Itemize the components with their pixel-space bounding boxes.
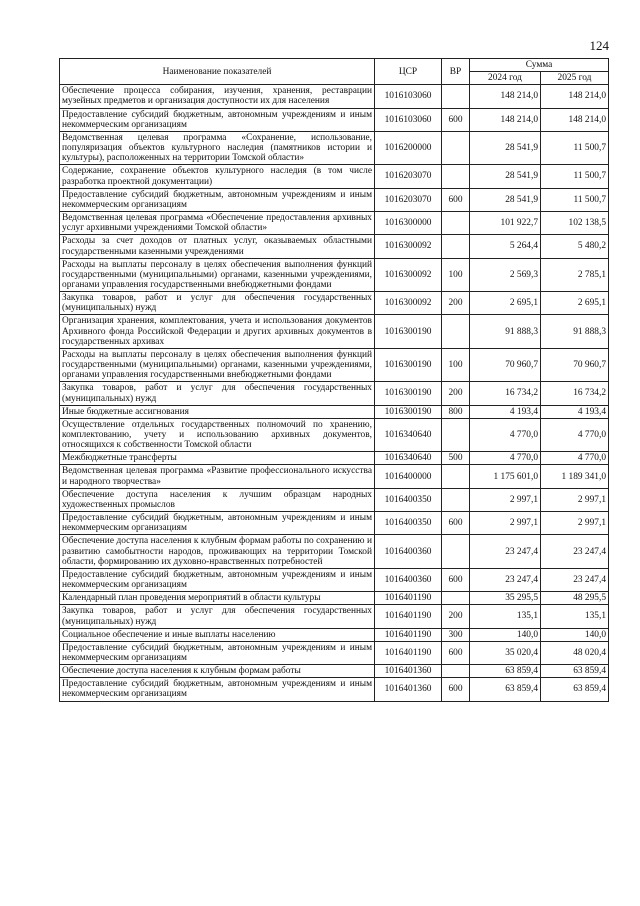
row-name-cell: Закупка товаров, работ и услуг для обеспечения государственных (муниципальных) нужд [60,605,375,628]
row-vr-cell: 300 [442,628,470,641]
row-csr-cell: 1016203070 [375,165,442,188]
row-amount-2025-cell: 48 020,4 [541,641,609,664]
row-amount-2024-cell: 4 770,0 [470,418,541,451]
table-row [60,108,609,131]
row-csr-cell: 1016203070 [375,188,442,211]
row-amount-2024-cell: 5 264,4 [470,235,541,258]
row-csr-cell: 1016401190 [375,592,442,605]
row-name-cell: Расходы за счет доходов от платных услуг, оказываемых областными государственными казенными учреждениями [60,235,375,258]
row-csr-cell: 1016300092 [375,235,442,258]
row-name-cell: Межбюджетные трансферты [60,452,375,465]
row-amount-2024-cell: 23 247,4 [470,568,541,591]
row-amount-2025-cell: 140,0 [541,628,609,641]
row-vr-cell: 600 [442,678,470,701]
table-row [60,212,609,235]
row-csr-cell: 1016400360 [375,568,442,591]
row-vr-cell: 100 [442,258,470,291]
table-row [60,465,609,488]
table-row [60,131,609,164]
row-amount-2025-cell: 23 247,4 [541,568,609,591]
table-row [60,665,609,678]
row-amount-2024-cell: 140,0 [470,628,541,641]
row-vr-cell [442,665,470,678]
row-amount-2025-cell: 4 770,0 [541,452,609,465]
header-name: Наименование показателей [60,59,375,85]
row-vr-cell: 600 [442,641,470,664]
table-row [60,165,609,188]
row-csr-cell: 1016401190 [375,641,442,664]
row-vr-cell [442,85,470,108]
row-amount-2024-cell: 4 770,0 [470,452,541,465]
row-name-cell: Содержание, сохранение объектов культурного наследия (в том числе разработка проектной документации) [60,165,375,188]
table-header [60,59,609,85]
row-vr-cell [442,131,470,164]
row-name-cell: Обеспечение доступа населения к клубным формам работы по сохранению и развитию самобытности народов, проживающих на территории Томской области, формированию их духовно-нравственных потребностей [60,535,375,568]
header-vr: ВР [442,59,470,85]
row-csr-cell: 1016300190 [375,405,442,418]
row-amount-2024-cell: 101 922,7 [470,212,541,235]
row-vr-cell [442,592,470,605]
row-name-cell: Обеспечение доступа населения к лучшим образцам народных художественных промыслов [60,488,375,511]
table-row [60,488,609,511]
row-amount-2024-cell: 2 695,1 [470,292,541,315]
row-amount-2024-cell: 28 541,9 [470,131,541,164]
row-name-cell: Предоставление субсидий бюджетным, автономным учреждениям и иным некоммерческим организациям [60,512,375,535]
row-amount-2024-cell: 70 960,7 [470,348,541,381]
row-amount-2025-cell: 16 734,2 [541,382,609,405]
row-amount-2025-cell: 11 500,7 [541,131,609,164]
row-vr-cell: 600 [442,568,470,591]
row-amount-2025-cell: 70 960,7 [541,348,609,381]
row-vr-cell: 500 [442,452,470,465]
row-csr-cell: 1016401190 [375,628,442,641]
row-vr-cell: 200 [442,292,470,315]
row-amount-2024-cell: 35 020,4 [470,641,541,664]
row-name-cell: Ведомственная целевая программа «Сохранение, использование, популяризация объектов культурного наследия (памятников истории и культуры), расположенных на территории Томской области» [60,131,375,164]
row-name-cell: Расходы на выплаты персоналу в целях обеспечения выполнения функций государственными (муниципальными) органами, казенными учреждениями, органами управления государственными внебюджетными фондами [60,258,375,291]
row-vr-cell: 800 [442,405,470,418]
row-name-cell: Осуществление отдельных государственных полномочий по хранению, комплектованию, учету и использованию архивных документов, относящихся к собственности Томской области [60,418,375,451]
row-csr-cell: 1016401360 [375,678,442,701]
row-csr-cell: 1016400350 [375,512,442,535]
table-row [60,235,609,258]
row-csr-cell: 1016340640 [375,452,442,465]
row-vr-cell [442,212,470,235]
row-csr-cell: 1016400350 [375,488,442,511]
row-name-cell: Предоставление субсидий бюджетным, автономным учреждениям и иным некоммерческим организациям [60,678,375,701]
row-name-cell: Расходы на выплаты персоналу в целях обеспечения выполнения функций государственными (муниципальными) органами, казенными учреждениями, органами управления государственными внебюджетными фондами [60,348,375,381]
row-vr-cell [442,235,470,258]
row-name-cell: Предоставление субсидий бюджетным, автономным учреждениям и иным некоммерческим организациям [60,188,375,211]
row-amount-2024-cell: 2 569,3 [470,258,541,291]
row-name-cell: Организация хранения, комплектования, учета и использования документов Архивного фонда Российской Федерации и других архивных документов в государственных архивах [60,315,375,348]
row-vr-cell: 100 [442,348,470,381]
row-amount-2025-cell: 5 480,2 [541,235,609,258]
row-name-cell: Иные бюджетные ассигнования [60,405,375,418]
row-name-cell: Закупка товаров, работ и услуг для обеспечения государственных (муниципальных) нужд [60,292,375,315]
row-csr-cell: 1016300000 [375,212,442,235]
table-row [60,592,609,605]
header-year-2024: 2024 год [470,72,541,85]
table-row [60,258,609,291]
row-name-cell: Предоставление субсидий бюджетным, автономным учреждениям и иным некоммерческим организациям [60,641,375,664]
row-name-cell: Календарный план проведения мероприятий в области культуры [60,592,375,605]
row-amount-2024-cell: 16 734,2 [470,382,541,405]
row-amount-2025-cell: 63 859,4 [541,665,609,678]
row-amount-2024-cell: 63 859,4 [470,665,541,678]
row-csr-cell: 1016300092 [375,258,442,291]
row-amount-2025-cell: 2 695,1 [541,292,609,315]
row-amount-2024-cell: 148 214,0 [470,85,541,108]
row-vr-cell [442,488,470,511]
row-amount-2025-cell: 135,1 [541,605,609,628]
row-name-cell: Закупка товаров, работ и услуг для обеспечения государственных (муниципальных) нужд [60,382,375,405]
row-csr-cell: 1016300190 [375,315,442,348]
row-csr-cell: 1016400000 [375,465,442,488]
table-row [60,315,609,348]
row-name-cell: Ведомственная целевая программа «Развитие профессионального искусства и народного творчества» [60,465,375,488]
budget-table [59,58,609,702]
row-amount-2025-cell: 11 500,7 [541,188,609,211]
row-amount-2024-cell: 91 888,3 [470,315,541,348]
row-vr-cell [442,418,470,451]
page-number: 124 [589,38,609,53]
table-row [60,628,609,641]
table-row [60,348,609,381]
row-csr-cell: 1016300190 [375,382,442,405]
row-name-cell: Предоставление субсидий бюджетным, автономным учреждениям и иным некоммерческим организациям [60,108,375,131]
row-vr-cell [442,465,470,488]
table-row [60,641,609,664]
row-csr-cell: 1016340640 [375,418,442,451]
row-amount-2025-cell: 102 138,5 [541,212,609,235]
row-amount-2025-cell: 48 295,5 [541,592,609,605]
row-amount-2024-cell: 2 997,1 [470,512,541,535]
row-amount-2024-cell: 1 175 601,0 [470,465,541,488]
table-row [60,292,609,315]
row-amount-2024-cell: 2 997,1 [470,488,541,511]
row-csr-cell: 1016400360 [375,535,442,568]
row-amount-2025-cell: 11 500,7 [541,165,609,188]
row-vr-cell: 600 [442,108,470,131]
row-amount-2025-cell: 4 193,4 [541,405,609,418]
row-vr-cell [442,315,470,348]
row-csr-cell: 1016300190 [375,348,442,381]
table-row [60,605,609,628]
row-amount-2025-cell: 2 785,1 [541,258,609,291]
row-vr-cell [442,535,470,568]
row-amount-2025-cell: 1 189 341,0 [541,465,609,488]
row-csr-cell: 1016103060 [375,108,442,131]
table-body [60,85,609,701]
row-amount-2025-cell: 4 770,0 [541,418,609,451]
row-csr-cell: 1016401190 [375,605,442,628]
row-amount-2025-cell: 63 859,4 [541,678,609,701]
header-year-2025: 2025 год [541,72,609,85]
row-amount-2024-cell: 23 247,4 [470,535,541,568]
row-amount-2025-cell: 2 997,1 [541,512,609,535]
row-amount-2025-cell: 148 214,0 [541,108,609,131]
row-amount-2025-cell: 2 997,1 [541,488,609,511]
table-row [60,452,609,465]
row-name-cell: Ведомственная целевая программа «Обеспечение предоставления архивных услуг архивными учреждениями Томской области» [60,212,375,235]
table-row [60,382,609,405]
table-row [60,85,609,108]
row-vr-cell: 200 [442,605,470,628]
row-vr-cell [442,165,470,188]
row-amount-2024-cell: 28 541,9 [470,188,541,211]
row-amount-2024-cell: 28 541,9 [470,165,541,188]
row-amount-2024-cell: 63 859,4 [470,678,541,701]
row-amount-2024-cell: 35 295,5 [470,592,541,605]
row-amount-2025-cell: 148 214,0 [541,85,609,108]
row-amount-2024-cell: 135,1 [470,605,541,628]
row-amount-2024-cell: 4 193,4 [470,405,541,418]
table-row [60,188,609,211]
row-csr-cell: 1016401360 [375,665,442,678]
table-row [60,405,609,418]
table-row [60,535,609,568]
row-amount-2025-cell: 23 247,4 [541,535,609,568]
row-vr-cell: 200 [442,382,470,405]
row-name-cell: Обеспечение доступа населения к клубным формам работы [60,665,375,678]
row-csr-cell: 1016200000 [375,131,442,164]
row-csr-cell: 1016300092 [375,292,442,315]
row-name-cell: Обеспечение процесса собирания, изучения, хранения, реставрации музейных предметов и организация доступности их для населения [60,85,375,108]
row-vr-cell: 600 [442,188,470,211]
row-csr-cell: 1016103060 [375,85,442,108]
row-vr-cell: 600 [442,512,470,535]
header-csr: ЦСР [375,59,442,85]
table-row [60,568,609,591]
table-row [60,418,609,451]
header-sum: Сумма [470,59,609,72]
row-name-cell: Социальное обеспечение и иные выплаты населению [60,628,375,641]
table-row [60,678,609,701]
row-amount-2025-cell: 91 888,3 [541,315,609,348]
row-amount-2024-cell: 148 214,0 [470,108,541,131]
row-name-cell: Предоставление субсидий бюджетным, автономным учреждениям и иным некоммерческим организациям [60,568,375,591]
table-row [60,512,609,535]
